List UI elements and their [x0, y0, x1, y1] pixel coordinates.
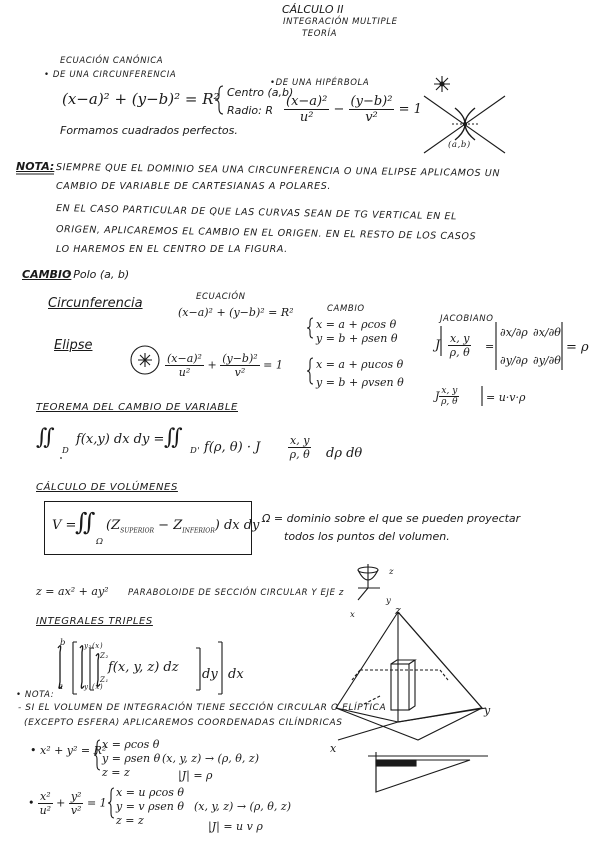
solid-axis-x: x — [330, 742, 337, 755]
cyl-y: y = ρsen θ — [102, 752, 161, 765]
theorem-title: TEOREMA DEL CAMBIO DE VARIABLE — [36, 402, 238, 413]
ell2-j: |J| = u v ρ — [208, 820, 263, 833]
ell2-z: z = z — [116, 814, 144, 827]
solid-3d-sketch — [336, 612, 486, 740]
paraboloid-sketch — [358, 564, 380, 600]
hyperbola-label: •DE UNA HIPÉRBOLA — [270, 78, 370, 88]
triple-title: INTEGRALES TRIPLES — [36, 616, 153, 627]
volume-integrand: $(Z_{SUPERIOR} - Z_{INFERIOR})$ dx dy — [106, 518, 260, 535]
nota-line-2: CAMBIO DE VARIABLE DE CARTESIANAS A POLARES. — [56, 181, 331, 192]
kind-title: TEORÍA — [302, 29, 338, 39]
para-axis-z: z — [389, 567, 395, 577]
theorem-sub-d2: D' — [190, 446, 201, 456]
cyl-map: (x, y, z) → (ρ, θ, z) — [162, 752, 259, 765]
nota2-line-1: - SI EL VOLUMEN DE INTEGRACIÓN TIENE SECCIÓN CIRCULAR O ELÍPTICA — [18, 703, 387, 713]
volume-integral: ∬ — [75, 508, 96, 536]
jac-rhs: = ρ — [566, 340, 589, 355]
triple-z2: Z₂ — [100, 652, 109, 660]
omega-desc-2: todos los puntos del volumen. — [284, 530, 450, 543]
volume-sub-omega: Ω — [96, 537, 104, 547]
ell2-y: y = v ρsen θ — [116, 800, 184, 813]
nota-line-1: SIEMPRE QUE EL DOMINIO SEA UNA CIRCUNFERENCIA O UNA ELIPSE APLICAMOS UN — [55, 162, 501, 180]
theorem-integrand-left: f(x,y) dx dy = — [76, 432, 165, 447]
triple-dx: dx — [228, 667, 244, 682]
ellipse-star-sketch — [131, 346, 159, 374]
triple-upper-b: b — [60, 638, 67, 648]
circle-equation: (x−a)² + (y−b)² = R² — [62, 90, 220, 108]
jac-d11: ∂x/∂ρ — [500, 326, 528, 339]
theorem-jac: $\frac{x, y}{\rho, \theta}$ — [289, 434, 310, 461]
paraboloid-desc: PARABOLOIDE DE SECCIÓN CIRCULAR Y EJE z — [128, 588, 344, 598]
nota-line-4: ORIGEN, APLICAREMOS EL CAMBIO EN EL ORIGEN. EN EL RESTO DE LOS CASOS — [55, 224, 477, 243]
volumes-title: CÁLCULO DE VOLÚMENES — [36, 482, 178, 493]
ell-jac: = u·v·ρ — [486, 391, 526, 404]
theorem-integral-left: ∬ — [36, 425, 55, 450]
ell2-map: (x, y, z) → (ρ, θ, z) — [194, 800, 291, 813]
circ-x: x = a + ρcos θ — [316, 318, 397, 331]
theorem-integral-right: ∬ — [164, 425, 183, 450]
ell2-eq: • $\frac{\text{x²}}{\text{u²}}$ + $\frac{\text{y²}}{\text{v²}}$ = 1 — [28, 790, 107, 817]
cyl-j: |J| = ρ — [178, 769, 213, 782]
triple-y2: y₂(x) — [84, 642, 104, 650]
canonical-title: ECUACIÓN CANÓNICA — [60, 56, 164, 66]
nota2-line-2: (EXCEPTO ESFERA) APLICAREMOS COORDENADAS CILÍNDRICAS — [24, 718, 343, 728]
cyl-z: z = z — [102, 766, 130, 779]
cambio-title: CAMBIO — [22, 268, 72, 281]
eq-header: ECUACIÓN — [196, 292, 246, 302]
ell-x: x = a + ρucos θ — [316, 358, 404, 371]
circle-radius: Radio: R — [227, 104, 273, 117]
ell2-x: x = u ρcos θ — [116, 786, 185, 799]
ell-eq: $\frac{\text{(x−a)²}}{\text{u²}}$ + $\frac{\text{(y−b)²}}{\text{v²}}$ = 1 — [167, 352, 283, 379]
circle-center: Centro (a,b) — [227, 86, 294, 99]
volume-v: V = — [52, 518, 77, 533]
theorem-diff: dρ dθ — [326, 446, 363, 461]
triple-integrand: f(x, y, z) dz — [108, 660, 179, 675]
jac-lhs: J — [435, 338, 441, 353]
circ-y: y = b + ρsen θ — [316, 332, 398, 345]
solid-axis-z: z — [395, 604, 401, 617]
jac-d12: ∂x/∂θ — [533, 326, 561, 339]
circle-label: • DE UNA CIRCUNFERENCIA — [44, 70, 177, 80]
theorem-sub-d: D — [62, 446, 70, 456]
ell-jac-lhs: J $\frac{x, y}{\rho, \theta}$ — [435, 386, 458, 407]
triple-dy: dy — [202, 667, 218, 682]
completing-squares: Formamos cuadrados perfectos. — [60, 124, 238, 137]
triple-z1: Z₁ — [100, 676, 109, 684]
jac-header: JACOBIANO — [440, 314, 494, 324]
nota-line-5: LO HAREMOS EN EL CENTRO DE LA FIGURA. — [56, 244, 288, 255]
jac-frac: $\frac{x, y}{\rho, \theta}$ — [449, 332, 470, 359]
jac-d22: ∂y/∂θ — [533, 354, 561, 367]
subject-title: CÁLCULO II — [282, 3, 344, 16]
jac-d21: ∂y/∂ρ — [500, 354, 528, 367]
ell-y: y = b + ρvsen θ — [316, 376, 404, 389]
hyperbola-equation: $\frac{\text{(x−a)²}}{\text{u²}}$ − $\frac{\text{(y−b)²}}{\text{v²}}$ = 1 — [286, 94, 422, 125]
nota-label: NOTA: — [16, 160, 55, 173]
circ-label: Circunferencia — [48, 296, 143, 311]
ell-label: Elipse — [54, 338, 93, 353]
topic-title: INTEGRACIÓN MULTIPLE — [283, 17, 398, 27]
omega-desc-1: Ω = dominio sobre el que se pueden proyectar — [262, 512, 521, 525]
solid-axis-y: y — [484, 704, 491, 717]
cyl-eq: • x² + y² = R² — [30, 744, 107, 757]
circ-eq: (x−a)² + (y−b)² = R² — [178, 306, 294, 319]
triple-y1: y₁(x) — [84, 683, 104, 691]
hyp-point-label: (a,b) — [448, 140, 471, 150]
jac-eq: = — [485, 340, 495, 353]
nota-line-3: EN EL CASO PARTICULAR DE QUE LAS CURVAS SEAN DE TG VERTICAL EN EL — [55, 203, 458, 223]
theorem-integrand-right: f(ρ, θ) · J — [204, 440, 261, 455]
para-axis-x: x — [350, 610, 356, 620]
cambio-pole: : Polo (a, b) — [66, 268, 130, 281]
nota2-label: • NOTA: — [16, 690, 55, 700]
projection-sketch — [368, 752, 488, 792]
cyl-x: x = ρcos θ — [102, 738, 160, 751]
triple-lower-a: a — [58, 682, 64, 692]
paraboloid-eq: z = ax² + ay² — [36, 585, 109, 598]
para-axis-y: y — [386, 596, 392, 606]
change-header: CAMBIO — [327, 304, 365, 314]
